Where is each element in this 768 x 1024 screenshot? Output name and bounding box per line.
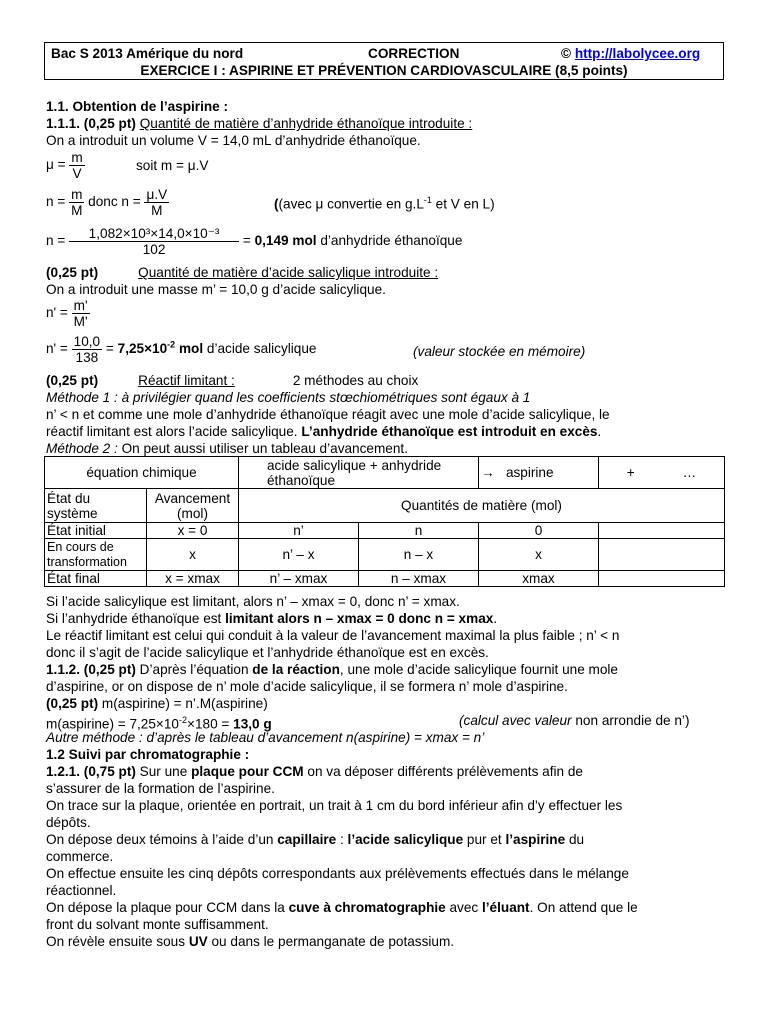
table-row-header [45,489,725,523]
section-1-1-heading: 1.1. Obtention de l’aspirine : [46,99,229,114]
limit-conclusion-line1: Le réactif limitant est celui qui conduit à la valeur de l’avancement maximal la plus faible ; n’ < n [46,628,620,643]
section-1-1-2-line2: d’aspirine, or on dispose de n’ mole d’acide salicylique, il se formera n’ mole d’aspirine. [46,679,568,694]
section-1-1-1-title: 1.1.1. (0,25 pt) Quantité de matière d’anhydride éthanoïque introduite : [46,116,473,131]
limit-salicylic-line: Si l’acide salicylique est limitant, alors n’ – xmax = 0, donc n’ = xmax. [46,594,460,609]
table-row-equation [45,457,725,489]
mu-fraction: $\frac{m}{V}$ [71,150,83,181]
method-1-title: Méthode 1 : à privilégier quand les coefficients stœchiométriques sont égaux à 1 [46,390,531,405]
np-formula: n' = $\frac{m'}{M'}$ [46,298,88,329]
table-row: État final x = xmax n’ – xmax n – xmax xmax [45,571,725,587]
qty-label-cell: Quantités de matière (mol) [239,489,725,523]
np-fraction: $\frac{m'}{M'}$ [73,298,88,329]
method-1-line2: réactif limitant est alors l’acide salicylique. L’anhydride éthanoïque est introduit en excès. [46,424,602,439]
tlc-line2: s’assurer de la formation de l’aspirine. [46,781,275,796]
header-box [44,42,724,80]
adv-label-cell: Avancement (mol) [147,489,239,523]
salicylic-intro: On a introduit une masse m’ = 10,0 g d’acide salicylique. [46,282,386,297]
plus-cell: + … [599,457,725,489]
reaction-arrow: → [481,465,495,480]
stored-value-note: (valeur stockée en mémoire) [413,344,586,359]
method-1-line1: n’ < n et comme une mole d’anhydride éthanoïque réagit avec une mole d’acide salicylique, le [46,407,610,422]
salicylic-title: (0,25 pt) Quantité de matière d’acide salicylique introduite : [46,265,439,280]
labolycee-link[interactable]: http://labolycee.org [574,46,701,61]
tlc-line10: front du solvant monte suffisamment. [46,917,269,932]
aspirin-mass-calc: m(aspirine) = $7,25\times 10^{-2}\times 180 = 13,0$ g [46,715,272,732]
state-label-cell: État du système [45,489,147,523]
limit-anhydride-line: Si l’anhydride éthanoïque est limitant alors n – xmax = 0 donc n = xmax. [46,611,498,626]
table-row: État initial x = 0 n’ n 0 [45,523,725,539]
header-source: Bac S 2013 Amérique du nord [51,46,244,61]
unit-note: ((avec μ convertie en $g.L^{-1}$ et V en L) [274,195,495,212]
tlc-line1: 1.2.1. (0,75 pt) Sur une plaque pour CCM on va déposer différents prélèvements afin de [46,764,583,779]
product-cell: → aspirine [479,457,599,489]
np-calc-fraction: $\frac{10,0}{138}$ [73,334,101,365]
header-correction: CORRECTION [368,46,460,61]
method-2-title: Méthode 2 : On peut aussi utiliser un tableau d’avancement. [46,441,408,456]
tlc-line3: On trace sur la plaque, orientée en portrait, un trait à 1 cm du bord inférieur afin d’y effectuer les [46,798,623,813]
n-fraction: $\frac{m}{M}$ [71,187,83,218]
mu-formula: μ = $\frac{m}{V}$ [46,150,83,181]
tlc-line11: On révèle ensuite sous UV ou dans le permanganate de potassium. [46,934,455,949]
tlc-line5: On dépose deux témoins à l’aide d’un capillaire : l’acide salicylique pur et l’aspirine du [46,832,585,847]
aspirin-mass-formula: (0,25 pt) m(aspirine) = n’.M(aspirine) [46,696,268,711]
eq-label-cell: équation chimique [45,457,239,489]
other-method-line: Autre méthode : d’après le tableau d’avancement n(aspirine) = xmax = n’ [46,730,485,745]
mu-soit: soit m = μ.V [136,158,209,173]
tlc-line9: On dépose la plaque pour CCM dans la cuve à chromatographie avec l’éluant. On attend que le [46,900,638,915]
tlc-line7: On effectue ensuite les cinq dépôts correspondants aux prélèvements effectués dans le mélange [46,866,629,881]
reactants-cell: acide salicylique + anhydride éthanoïque [239,457,479,489]
limiting-reagent-title: (0,25 pt) Réactif limitant : 2 méthodes au choix [46,373,419,388]
aspirin-mass-note: (calcul avec valeur non arrondie de n’) [459,713,690,728]
n-calc-fraction: $\frac{\text{1,082×10³×14,0×10⁻³}}{102}$ [69,226,239,257]
section-1-2-heading: 1.2 Suivi par chromatographie : [46,747,250,762]
volume-intro: On a introduit un volume V = 14,0 mL d’anhydride éthanoïque. [46,133,421,148]
tlc-line4: dépôts. [46,815,91,830]
tlc-line8: réactionnel. [46,883,117,898]
tlc-line6: commerce. [46,849,114,864]
n-formula: n = $\frac{m}{M}$ donc n = $\frac{\mu.V}{M}$ [46,187,168,218]
section-1-1-2-line1: 1.1.2. (0,25 pt) D’après l’équation de la réaction, une mole d’acide salicylique fournit une mole [46,662,618,677]
table-row: En cours de transformation x n’ – x n – x x [45,539,725,571]
n-calc: n = $\frac{\text{1,082×10³×14,0×10⁻³}}{102}$ = 0,149 mol d’anhydride éthanoïque [46,226,463,257]
exercise-title: EXERCICE I : ASPIRINE ET PRÉVENTION CARDIOVASCULAIRE (8,5 points) [140,63,628,78]
np-calc: n' = $\frac{10,0}{138}$ = $7,25\times 10^{-2}$ mol d’acide salicylique [46,334,317,365]
limit-conclusion-line2: donc il s’agit de l’acide salicylique et l’anhydride éthanoïque est en excès. [46,645,489,660]
n2-fraction: $\frac{\mu.V}{M}$ [146,187,168,218]
advancement-table [44,456,725,587]
copyright-symbol: © [561,46,572,61]
header-copyright [561,46,700,61]
